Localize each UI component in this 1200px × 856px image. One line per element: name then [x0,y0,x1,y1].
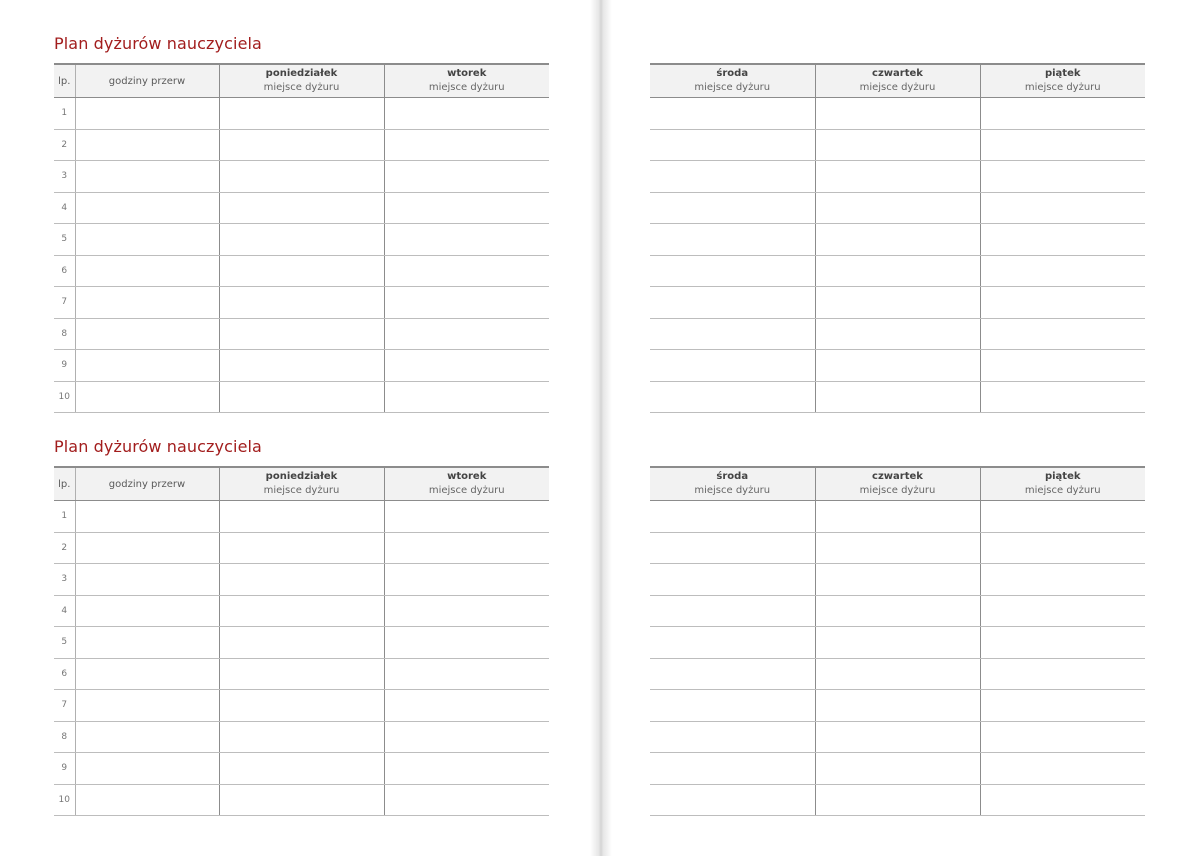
wtorek-cell[interactable] [384,224,549,256]
day-label: poniedziałek [265,68,338,79]
sroda-cell[interactable] [650,721,815,753]
row-number: 2 [54,129,75,161]
piatek-cell[interactable] [980,161,1145,193]
table-row [650,192,1145,224]
header-poniedzialek [219,64,384,98]
plan-title-2: Plan dyżurów nauczyciela [54,437,262,456]
sroda-cell[interactable] [650,224,815,256]
day-label: czwartek [872,68,923,79]
table-row [54,753,549,785]
row-number: 7 [54,287,75,319]
piatek-cell[interactable] [980,318,1145,350]
czwartek-cell[interactable] [815,381,980,413]
piatek-cell[interactable] [980,98,1145,130]
czwartek-cell[interactable] [815,192,980,224]
czwartek-cell[interactable] [815,161,980,193]
piatek-cell[interactable] [980,753,1145,785]
sub-label: miejsce dyżuru [859,82,936,93]
row-number: 9 [54,350,75,382]
piatek-cell[interactable] [980,658,1145,690]
sroda-cell[interactable] [650,192,815,224]
table-row [54,129,549,161]
poniedzialek-cell[interactable] [219,161,384,193]
godziny-cell[interactable] [75,192,219,224]
wtorek-cell[interactable] [384,318,549,350]
sroda-cell[interactable] [650,129,815,161]
table-row [54,501,549,533]
header-lp: lp. [54,467,75,501]
piatek-cell[interactable] [980,255,1145,287]
godziny-cell[interactable] [75,532,219,564]
poniedzialek-cell[interactable] [219,721,384,753]
table-row [650,287,1145,319]
poniedzialek-cell[interactable] [219,658,384,690]
poniedzialek-cell[interactable] [219,98,384,130]
row-number: 6 [54,658,75,690]
table-row [54,381,549,413]
table-row [650,690,1145,722]
poniedzialek-cell[interactable] [219,318,384,350]
czwartek-cell[interactable] [815,287,980,319]
czwartek-cell[interactable] [815,318,980,350]
wtorek-cell[interactable] [384,161,549,193]
sroda-cell[interactable] [650,690,815,722]
book-spine [590,0,612,856]
sroda-cell[interactable] [650,627,815,659]
godziny-cell[interactable] [75,690,219,722]
day-label: piątek [1044,68,1081,79]
piatek-cell[interactable] [980,627,1145,659]
header-wtorek [384,467,549,501]
sroda-cell[interactable] [650,658,815,690]
sroda-cell[interactable] [650,784,815,816]
wtorek-cell[interactable] [384,564,549,596]
table-row [54,318,549,350]
header-czwartek [815,467,980,501]
sroda-cell[interactable] [650,287,815,319]
table-row [54,564,549,596]
godziny-cell[interactable] [75,627,219,659]
czwartek-cell[interactable] [815,784,980,816]
czwartek-cell[interactable] [815,753,980,785]
poniedzialek-cell[interactable] [219,627,384,659]
sroda-cell[interactable] [650,318,815,350]
sub-label: miejsce dyżuru [1024,485,1101,496]
sroda-cell[interactable] [650,595,815,627]
row-number: 5 [54,627,75,659]
header-sroda [650,64,815,98]
sub-label: miejsce dyżuru [694,82,771,93]
wtorek-cell[interactable] [384,255,549,287]
sroda-cell[interactable] [650,753,815,785]
godziny-cell[interactable] [75,129,219,161]
plan-title-1: Plan dyżurów nauczyciela [54,34,262,53]
table-row [650,658,1145,690]
godziny-cell[interactable] [75,564,219,596]
godziny-cell[interactable] [75,721,219,753]
wtorek-cell[interactable] [384,753,549,785]
godziny-cell[interactable] [75,753,219,785]
row-number: 10 [54,381,75,413]
row-number: 2 [54,532,75,564]
piatek-cell[interactable] [980,287,1145,319]
poniedzialek-cell[interactable] [219,224,384,256]
wtorek-cell[interactable] [384,595,549,627]
day-label: wtorek [447,68,487,79]
sub-label: miejsce dyżuru [263,82,340,93]
row-number: 3 [54,564,75,596]
piatek-cell[interactable] [980,784,1145,816]
table-row [54,627,549,659]
poniedzialek-cell[interactable] [219,129,384,161]
piatek-cell[interactable] [980,532,1145,564]
row-number: 1 [54,501,75,533]
piatek-cell[interactable] [980,350,1145,382]
wtorek-cell[interactable] [384,350,549,382]
czwartek-cell[interactable] [815,501,980,533]
table-row [650,98,1145,130]
header-czwartek [815,64,980,98]
header-sroda [650,467,815,501]
wtorek-cell[interactable] [384,287,549,319]
wtorek-cell[interactable] [384,532,549,564]
table-row [650,532,1145,564]
table-row [54,224,549,256]
row-number: 7 [54,690,75,722]
poniedzialek-cell[interactable] [219,350,384,382]
godziny-cell[interactable] [75,161,219,193]
wtorek-cell[interactable] [384,627,549,659]
godziny-cell[interactable] [75,287,219,319]
sub-label: miejsce dyżuru [428,485,505,496]
row-number: 10 [54,784,75,816]
godziny-cell[interactable] [75,501,219,533]
table-row [650,318,1145,350]
row-number: 1 [54,98,75,130]
sub-label: miejsce dyżuru [859,485,936,496]
sroda-cell[interactable] [650,350,815,382]
sroda-cell[interactable] [650,501,815,533]
czwartek-cell[interactable] [815,350,980,382]
table-row [650,564,1145,596]
czwartek-cell[interactable] [815,658,980,690]
sroda-cell[interactable] [650,161,815,193]
header-godziny-przerw: godziny przerw [75,64,219,98]
table-row [650,595,1145,627]
table-row [54,595,549,627]
row-number: 3 [54,161,75,193]
sub-label: miejsce dyżuru [694,485,771,496]
table-row [650,255,1145,287]
czwartek-cell[interactable] [815,564,980,596]
day-label: poniedziałek [265,471,338,482]
piatek-cell[interactable] [980,595,1145,627]
header-godziny-przerw: godziny przerw [75,467,219,501]
plan-2-right-table [650,466,1145,816]
sroda-cell[interactable] [650,532,815,564]
czwartek-cell[interactable] [815,98,980,130]
table-row [650,381,1145,413]
sub-label: miejsce dyżuru [1024,82,1101,93]
table-row [54,658,549,690]
row-number: 8 [54,721,75,753]
piatek-cell[interactable] [980,690,1145,722]
plan-2-left-table [54,466,549,816]
czwartek-cell[interactable] [815,532,980,564]
poniedzialek-cell[interactable] [219,501,384,533]
table-row [54,287,549,319]
table-row [54,192,549,224]
godziny-cell[interactable] [75,784,219,816]
czwartek-cell[interactable] [815,627,980,659]
table-row [650,501,1145,533]
poniedzialek-cell[interactable] [219,532,384,564]
plan-1-left-table [54,63,549,413]
row-number: 4 [54,192,75,224]
poniedzialek-cell[interactable] [219,753,384,785]
table-row [54,721,549,753]
wtorek-cell[interactable] [384,690,549,722]
godziny-cell[interactable] [75,381,219,413]
wtorek-cell[interactable] [384,658,549,690]
sroda-cell[interactable] [650,255,815,287]
wtorek-cell[interactable] [384,98,549,130]
row-number: 8 [54,318,75,350]
sub-label: miejsce dyżuru [263,485,340,496]
header-wtorek [384,64,549,98]
piatek-cell[interactable] [980,564,1145,596]
godziny-cell[interactable] [75,350,219,382]
sroda-cell[interactable] [650,564,815,596]
czwartek-cell[interactable] [815,255,980,287]
wtorek-cell[interactable] [384,129,549,161]
header-piatek [980,64,1145,98]
table-row [54,98,549,130]
plan-1-right-table [650,63,1145,413]
piatek-cell[interactable] [980,501,1145,533]
table-row [650,129,1145,161]
piatek-cell[interactable] [980,192,1145,224]
piatek-cell[interactable] [980,721,1145,753]
table-row [650,627,1145,659]
row-number: 6 [54,255,75,287]
godziny-cell[interactable] [75,255,219,287]
poniedzialek-cell[interactable] [219,784,384,816]
table-row [650,753,1145,785]
czwartek-cell[interactable] [815,595,980,627]
wtorek-cell[interactable] [384,192,549,224]
sroda-cell[interactable] [650,98,815,130]
table-row [54,690,549,722]
table-row [54,784,549,816]
table-row [650,224,1145,256]
czwartek-cell[interactable] [815,224,980,256]
row-number: 9 [54,753,75,785]
poniedzialek-cell[interactable] [219,595,384,627]
poniedzialek-cell[interactable] [219,192,384,224]
sroda-cell[interactable] [650,381,815,413]
table-row [650,721,1145,753]
day-label: środa [716,68,749,79]
row-number: 5 [54,224,75,256]
day-label: piątek [1044,471,1081,482]
day-label: środa [716,471,749,482]
godziny-cell[interactable] [75,318,219,350]
piatek-cell[interactable] [980,224,1145,256]
header-poniedzialek [219,467,384,501]
piatek-cell[interactable] [980,129,1145,161]
day-label: czwartek [872,471,923,482]
sub-label: miejsce dyżuru [428,82,505,93]
wtorek-cell[interactable] [384,381,549,413]
table-row [650,784,1145,816]
godziny-cell[interactable] [75,224,219,256]
poniedzialek-cell[interactable] [219,287,384,319]
table-row [650,350,1145,382]
godziny-cell[interactable] [75,658,219,690]
czwartek-cell[interactable] [815,690,980,722]
table-row [54,532,549,564]
header-lp: lp. [54,64,75,98]
table-row [54,350,549,382]
godziny-cell[interactable] [75,98,219,130]
table-row [54,255,549,287]
poniedzialek-cell[interactable] [219,255,384,287]
piatek-cell[interactable] [980,381,1145,413]
table-row [650,161,1145,193]
godziny-cell[interactable] [75,595,219,627]
poniedzialek-cell[interactable] [219,690,384,722]
row-number: 4 [54,595,75,627]
wtorek-cell[interactable] [384,721,549,753]
poniedzialek-cell[interactable] [219,564,384,596]
poniedzialek-cell[interactable] [219,381,384,413]
table-row [54,161,549,193]
header-piatek [980,467,1145,501]
czwartek-cell[interactable] [815,129,980,161]
wtorek-cell[interactable] [384,501,549,533]
day-label: wtorek [447,471,487,482]
czwartek-cell[interactable] [815,721,980,753]
wtorek-cell[interactable] [384,784,549,816]
